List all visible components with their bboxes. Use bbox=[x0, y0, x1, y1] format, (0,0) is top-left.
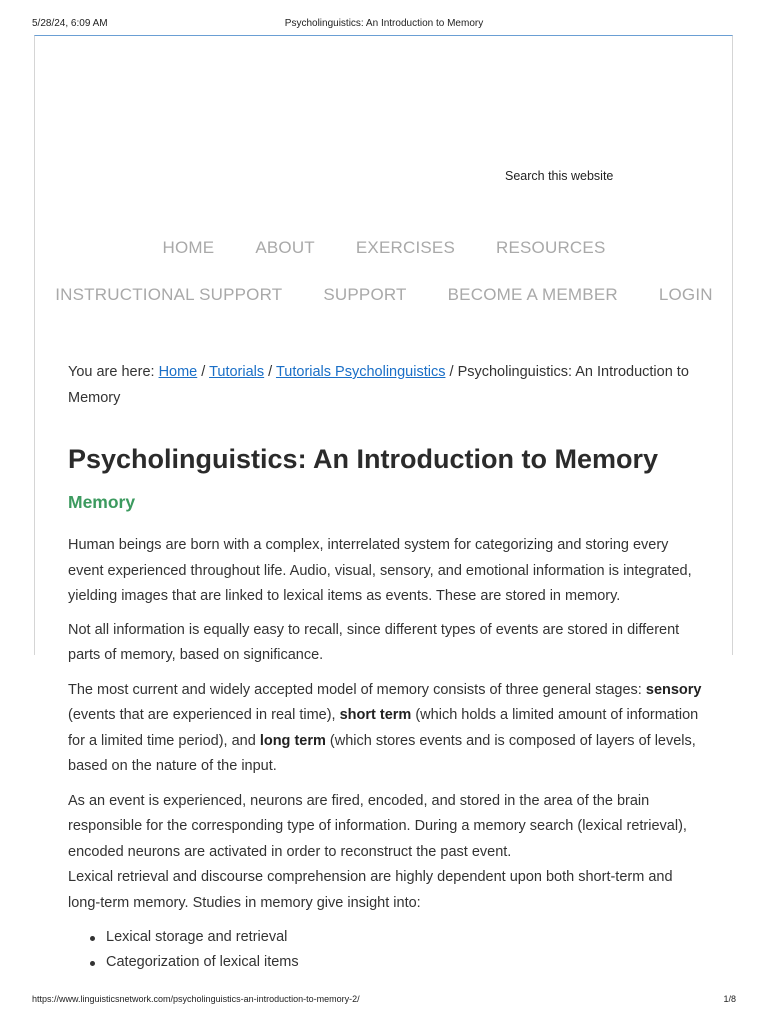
breadcrumb-link-home[interactable]: Home bbox=[158, 364, 198, 380]
nav-about[interactable]: ABOUT bbox=[255, 238, 315, 257]
nav-exercises[interactable]: EXERCISES bbox=[355, 238, 455, 257]
paragraph-text: The most current and widely accepted model of memory consists of three general stages: bbox=[68, 681, 646, 698]
breadcrumb-link-tutorials[interactable]: Tutorials bbox=[209, 364, 265, 380]
breadcrumb-separator: / bbox=[445, 364, 458, 380]
paragraph-text: (events that are experienced in real time), bbox=[68, 707, 340, 723]
breadcrumb bbox=[68, 359, 704, 411]
paragraph-neurons: As an event is experienced, neurons are fired, encoded, and stored in the area of the brain responsible for the corresponding type of information. During a memory search (lexical retrieval), encoded neurons are activated in order to reconstruct the past event. bbox=[68, 792, 687, 860]
term-short-term: short term bbox=[339, 707, 412, 723]
term-long-term: long term bbox=[259, 732, 326, 749]
search-label[interactable]: Search this website bbox=[505, 169, 614, 183]
term-sensory: sensory bbox=[645, 681, 702, 698]
paragraph-text: (which stores events and is composed of layers of levels, based on the nature of the input. bbox=[68, 732, 696, 774]
breadcrumb-current: Psycholinguistics: An Introduction to Memory bbox=[68, 364, 689, 406]
primary-nav-row-1 bbox=[34, 238, 734, 258]
print-url: https://www.linguisticsnetwork.com/psycholinguistics-an-introduction-to-memory-2/ bbox=[32, 994, 360, 1004]
topic-list bbox=[90, 925, 704, 975]
paragraph-text: (which holds a limited amount of information for a limited time period), and bbox=[68, 707, 699, 749]
list-item: Lexical storage and retrieval bbox=[90, 925, 704, 950]
nav-resources[interactable]: RESOURCES bbox=[496, 238, 606, 257]
nav-instructional-support[interactable]: INSTRUCTIONAL SUPPORT bbox=[55, 285, 283, 304]
print-header bbox=[32, 18, 736, 32]
nav-home[interactable]: HOME bbox=[162, 238, 215, 257]
paragraph-memory-model bbox=[68, 678, 704, 780]
nav-support[interactable]: SUPPORT bbox=[323, 285, 407, 304]
page-title: Psycholinguistics: An Introduction to Memory bbox=[68, 444, 659, 474]
primary-nav-row-2 bbox=[34, 285, 734, 305]
breadcrumb-link-tutorials-psycholinguistics[interactable]: Tutorials Psycholinguistics bbox=[275, 364, 446, 380]
nav-login[interactable]: LOGIN bbox=[658, 285, 713, 304]
paragraph-intro: Human beings are born with a complex, interrelated system for categorizing and storing every event experienced throughout life. Audio, visual, sensory, and emotional information is integrated, yielding images that are linked to lexical items as events. These are stored in memory. bbox=[68, 537, 692, 604]
print-datetime: 5/28/24, 6:09 AM bbox=[32, 18, 108, 29]
paragraph-lexical-retrieval: Lexical retrieval and discourse comprehension are highly dependent upon both short-term and long-term memory. Studies in memory give insight into: bbox=[68, 869, 673, 911]
print-footer bbox=[32, 994, 736, 1008]
print-page-number: 1/8 bbox=[723, 994, 736, 1004]
paragraph-recall: Not all information is equally easy to recall, since different types of events are stored in different parts of memory, based on significance. bbox=[68, 621, 680, 663]
nav-become-a-member[interactable]: BECOME A MEMBER bbox=[447, 285, 618, 304]
list-item: Categorization of lexical items bbox=[90, 950, 704, 975]
main-content bbox=[68, 359, 704, 975]
breadcrumb-separator: / bbox=[264, 364, 276, 380]
print-document-title: Psycholinguistics: An Introduction to Memory bbox=[284, 18, 484, 29]
section-heading-memory: Memory bbox=[68, 492, 136, 512]
breadcrumb-prefix: You are here: bbox=[68, 364, 159, 380]
breadcrumb-separator: / bbox=[197, 364, 210, 380]
